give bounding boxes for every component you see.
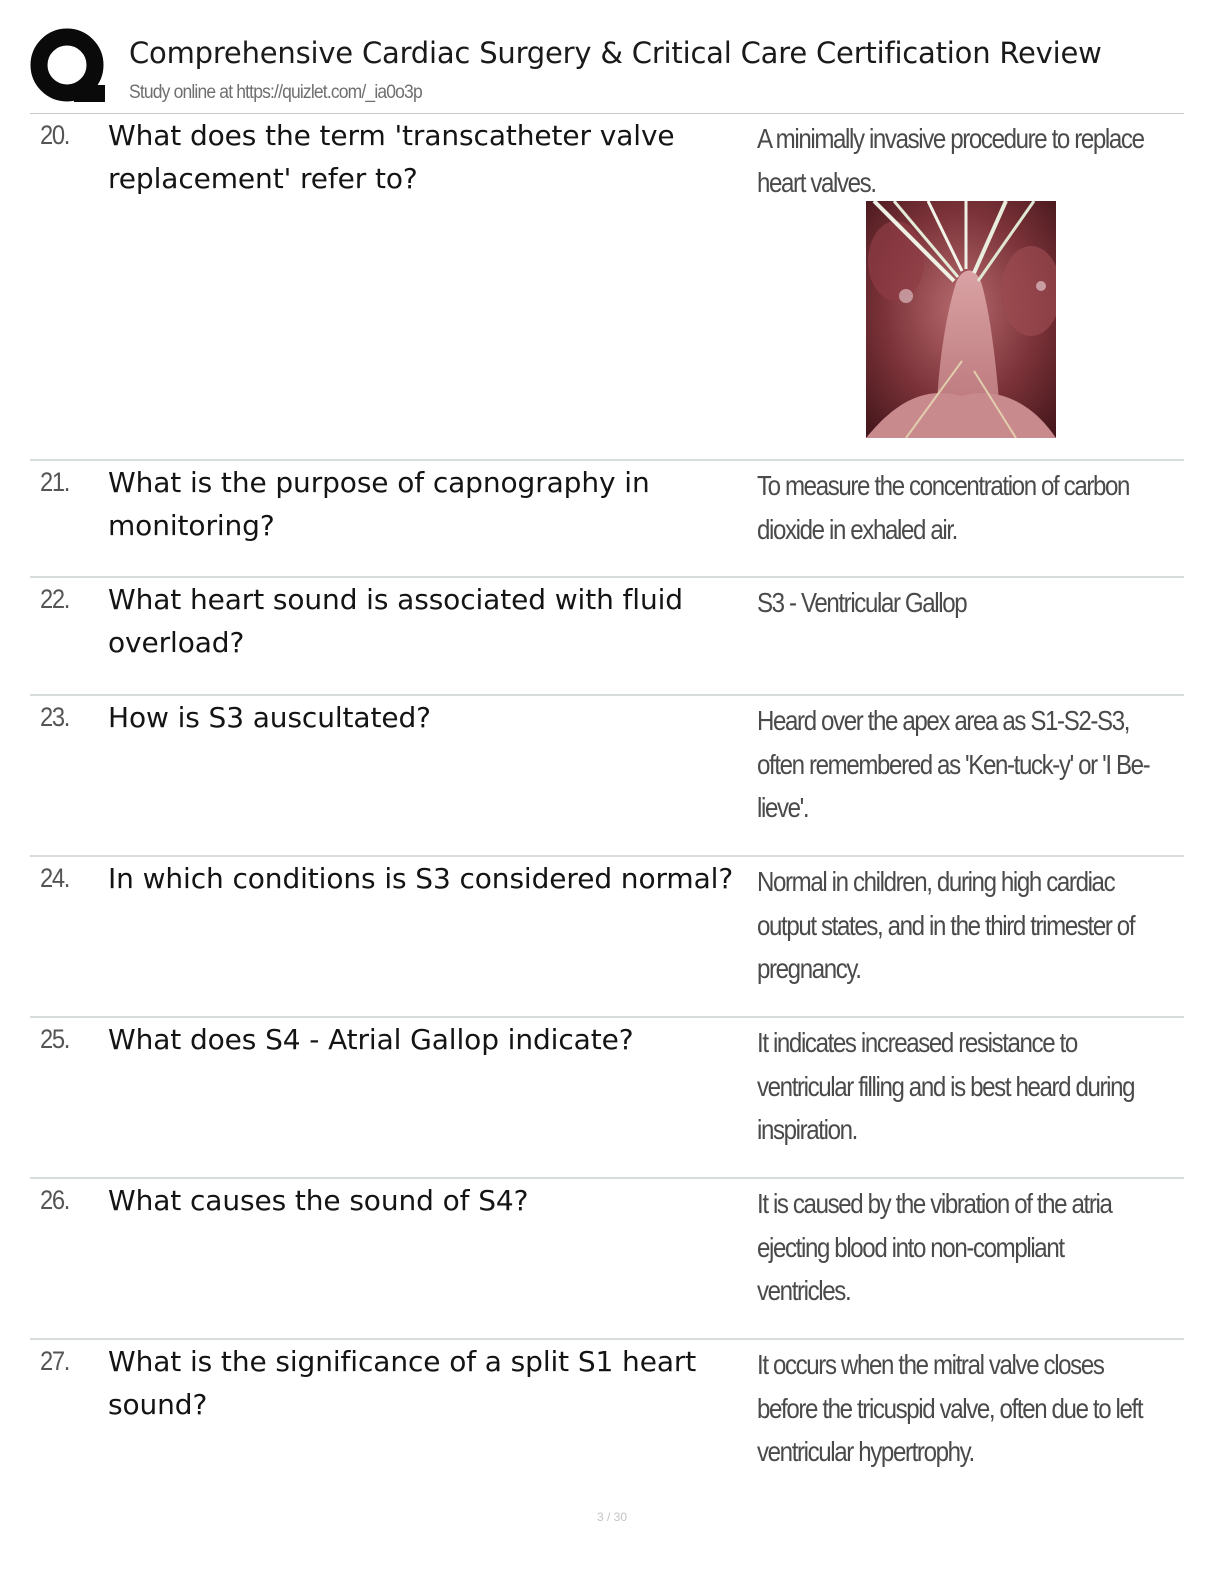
page-number: 3 / 30 xyxy=(596,1510,628,1524)
card-question: What causes the sound of S4? xyxy=(108,1184,529,1217)
card-number: 21. xyxy=(40,467,70,497)
heart-valve-chordae-photo xyxy=(866,201,1056,438)
flashcard-row xyxy=(30,461,1184,578)
card-number: 27. xyxy=(40,1346,70,1376)
card-answer: A minimally invasive procedure to replace heart valves. xyxy=(757,123,1144,198)
card-answer: Heard over the apex area as S1-S2-S3, often remembered as 'Ken-tuck-y' or 'I Be-lieve'. xyxy=(757,705,1150,823)
card-question: What does the term 'transcatheter valve replacement' refer to? xyxy=(108,119,675,195)
flashcard-row xyxy=(30,1179,1184,1340)
flashcard-row xyxy=(30,1018,1184,1179)
card-answer: It indicates increased resistance to ventricular filling and is best heard during inspiration. xyxy=(757,1027,1135,1145)
card-number: 22. xyxy=(40,584,70,614)
card-question: What is the significance of a split S1 heart sound? xyxy=(108,1345,697,1421)
page-header xyxy=(30,28,1190,114)
card-question: What does S4 - Atrial Gallop indicate? xyxy=(108,1023,634,1056)
card-number: 24. xyxy=(40,863,70,893)
card-number: 26. xyxy=(40,1185,70,1215)
card-answer: S3 - Ventricular Gallop xyxy=(757,587,967,618)
flashcard-row xyxy=(30,696,1184,857)
card-question: In which conditions is S3 considered normal? xyxy=(108,862,734,895)
flashcard-list xyxy=(30,114,1184,1490)
quizlet-q-logo-icon xyxy=(30,28,108,106)
card-number: 23. xyxy=(40,702,70,732)
card-number: 25. xyxy=(40,1024,70,1054)
flashcard-row xyxy=(30,578,1184,696)
card-question: What is the purpose of capnography in monitoring? xyxy=(108,466,650,542)
card-answer: It is caused by the vibration of the atria ejecting blood into non-compliant ventricles. xyxy=(757,1188,1112,1306)
card-answer: Normal in children, during high cardiac output states, and in the third trimester of pregnancy. xyxy=(757,866,1135,984)
flashcard-row xyxy=(30,114,1184,461)
card-answer: To measure the concentration of carbon dioxide in exhaled air. xyxy=(757,470,1130,545)
card-question: How is S3 auscultated? xyxy=(108,701,431,734)
flashcard-row xyxy=(30,857,1184,1018)
card-question: What heart sound is associated with fluid overload? xyxy=(108,583,683,659)
study-online-link[interactable]: Study online at https://quizlet.com/_ia0o3p xyxy=(129,82,422,103)
card-number: 20. xyxy=(40,120,70,150)
card-answer: It occurs when the mitral valve closes before the tricuspid valve, often due to left ventricular hypertrophy. xyxy=(757,1349,1143,1467)
document-title: Comprehensive Cardiac Surgery & Critical Care Certification Review xyxy=(129,36,1102,70)
flashcard-row xyxy=(30,1340,1184,1490)
